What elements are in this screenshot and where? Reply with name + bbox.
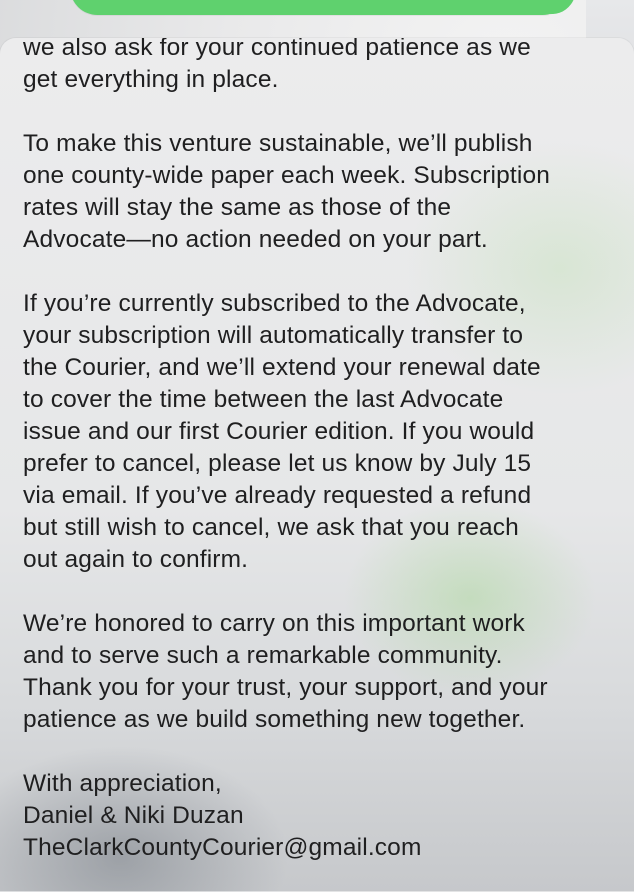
message-line: but still wish to cancel, we ask that you reach xyxy=(23,514,519,541)
message-line: the Courier, and we’ll extend your renewal date xyxy=(23,354,541,381)
message-line: and to serve such a remarkable community. xyxy=(23,642,503,669)
sender-email[interactable]: TheClarkCountyCourier@gmail.com xyxy=(23,834,422,861)
message-line: Thank you for your trust, your support, and your xyxy=(23,674,548,701)
signoff-line: With appreciation, xyxy=(23,770,222,797)
message-bubble[interactable] xyxy=(70,0,570,15)
message-bubble-tail xyxy=(545,0,575,14)
message-line: If you’re currently subscribed to the Advocate, xyxy=(23,290,526,317)
sender-names: Daniel & Niki Duzan xyxy=(23,802,244,829)
paragraph-spacer xyxy=(23,736,623,768)
message-body xyxy=(23,38,623,864)
message-line: out again to confirm. xyxy=(23,546,249,573)
message-line: issue and our first Courier edition. If you would xyxy=(23,418,535,445)
message-preview-card[interactable] xyxy=(0,38,634,892)
message-line: your subscription will automatically transfer to xyxy=(23,322,524,349)
paragraph-spacer xyxy=(23,96,623,128)
message-line: To make this venture sustainable, we’ll publish xyxy=(23,130,533,157)
message-line: via email. If you’ve already requested a refund xyxy=(23,482,532,509)
message-line: one county-wide paper each week. Subscription xyxy=(23,162,551,189)
message-line: rates will stay the same as those of the xyxy=(23,194,452,221)
message-line: patience as we build something new together. xyxy=(23,706,526,733)
message-line: prefer to cancel, please let us know by July 15 xyxy=(23,450,532,477)
paragraph-spacer xyxy=(23,256,623,288)
message-line: to cover the time between the last Advocate xyxy=(23,386,504,413)
message-line: Advocate—no action needed on your part. xyxy=(23,226,488,253)
message-line: we also ask for your continued patience as we xyxy=(23,38,531,61)
paragraph-spacer xyxy=(23,576,623,608)
message-line: get everything in place. xyxy=(23,66,279,93)
message-line: We’re honored to carry on this important work xyxy=(23,610,525,637)
